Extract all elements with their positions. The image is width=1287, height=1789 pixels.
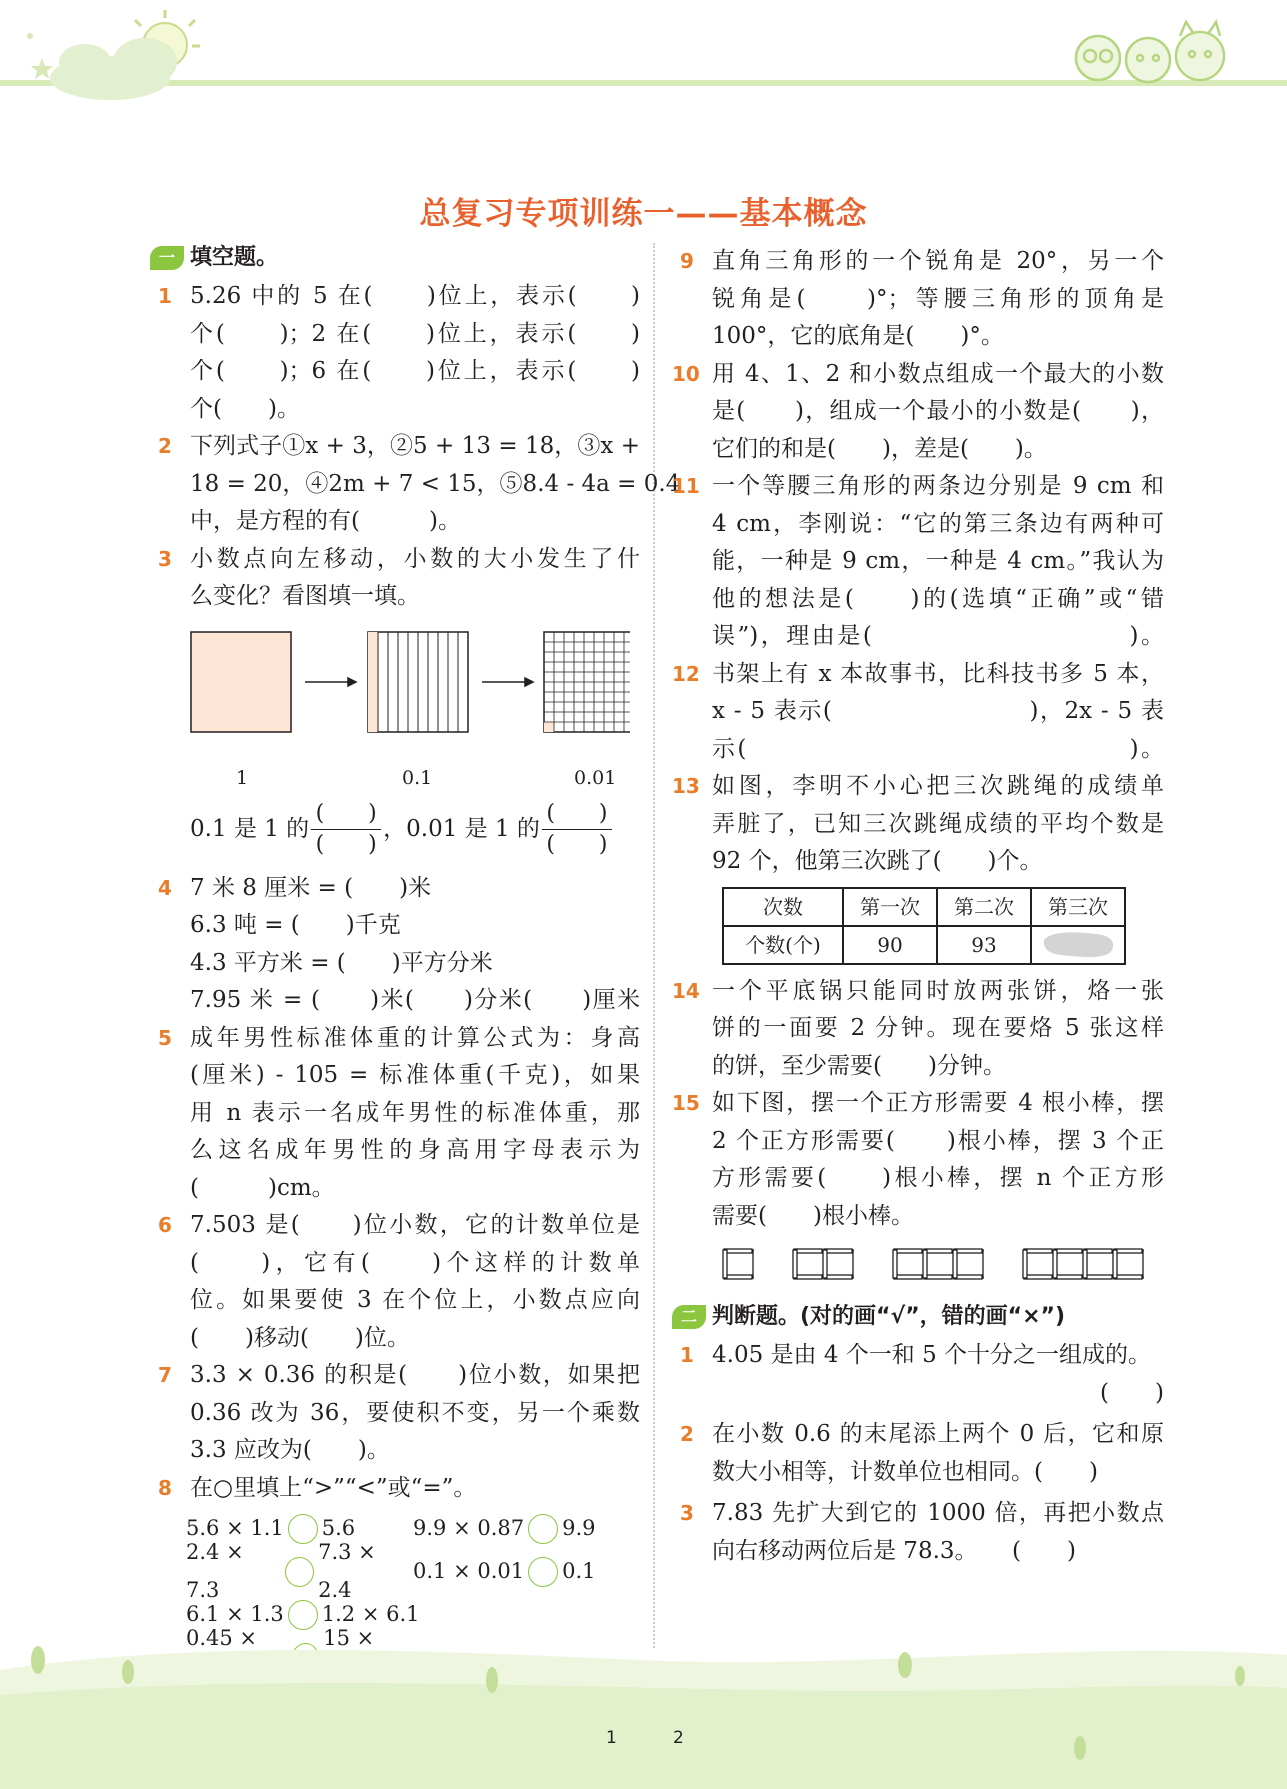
table-header: 第二次 [937,888,1031,926]
question-5 [150,1020,640,1208]
question-11 [672,468,1164,656]
compare-expr: 9.9 × 0.87 [413,1515,525,1540]
one-square [722,1248,754,1280]
question-4 [150,870,640,1020]
question-number: 12 [672,661,700,686]
question-text: 100°，它的底角是( )°。 [712,323,1004,349]
page-number-left: 1 [606,1728,617,1748]
question-text: 如图，李明不小心把三次跳绳的成绩单 [712,773,1164,799]
compare-expr: 7.3 × 2.4 [318,1540,376,1602]
three-squares [892,1248,984,1280]
question-2 [150,428,681,541]
question-number: 11 [672,474,700,498]
question-number: 4 [158,875,172,900]
question-text: 4 cm，李刚说：“它的第三条边有两种可 [712,510,1164,537]
fraction-text: 0.1 是 1 的 [190,815,310,842]
question-9 [672,243,1164,356]
question-3 [150,541,640,616]
compare-expr: 2.4 × 7.3 [186,1540,244,1602]
ink-smudge-icon [1038,928,1118,962]
question-text: 需要( )根小棒。 [712,1202,914,1229]
footer-decoration [0,1600,1287,1789]
question-number: 2 [680,1422,694,1446]
question-text: 位。如果要使 3 在个位上，小数点应向 [190,1287,640,1313]
compare-expr: 5.6 × 1.1 [186,1515,284,1540]
question-text: 7.503 是( )位小数，它的计数单位是 [190,1212,640,1238]
question-14 [672,973,1164,1086]
question-text: 0.36 改为 36，要使积不变，另一个乘数 [190,1399,640,1426]
question-number: 6 [158,1213,172,1237]
judge-question-1 [672,1337,1164,1412]
table-cell: 个数(个) [723,926,843,964]
question-text: 7.95 米 = ( )米( )分米( )厘米 [190,987,640,1013]
fraction-blank [542,799,612,860]
fraction-blank [311,799,381,860]
table-row [723,888,1125,926]
question-number: 15 [672,1091,700,1115]
animal-friends-icon [1076,22,1224,82]
page-number-right: 2 [673,1728,684,1748]
question-6 [150,1207,640,1357]
compare-expr: 0.45 × [186,1626,258,1650]
jump-rope-score-table [722,887,1126,965]
four-squares [1022,1248,1144,1280]
question-text: 示( )。 [712,735,1164,762]
table-cell: 90 [843,926,937,964]
compare-circle[interactable] [528,1557,558,1587]
fraction-denominator: ( ) [315,832,377,857]
question-number: 3 [680,1501,694,1525]
compare-expr: 0.1 [562,1558,596,1583]
question-text: 3.3 × 0.36 的积是( )位小数，如果把 [190,1362,640,1388]
question-7 [150,1357,640,1470]
question-text: 在小数 0.6 的末尾添上两个 0 后，它和原 [712,1421,1164,1447]
question-text: x - 5 表示( )，2x - 5 表 [712,698,1164,724]
section-label: 填空题。 [190,245,279,271]
hundredths-square [544,632,630,732]
question-text: 中，是方程的有( )。 [190,508,461,534]
section-2-header [672,1299,1164,1335]
question-text: 5.26 中的 5 在( )位上，表示( ) [190,283,640,309]
section-badge: 二 [672,1305,706,1329]
section-badge: 一 [150,246,184,270]
compare-circle[interactable] [285,1557,314,1587]
question-text: 一个等腰三角形的两条边分别是 9 cm 和 [712,473,1164,499]
fraction-text: ，0.01 是 1 的 [383,815,540,842]
right-column [672,243,1164,1570]
column-divider [653,243,655,1648]
question-text: 能，一种是 9 cm，一种是 4 cm。”我认为 [712,548,1164,574]
decimal-grid-figure [190,620,640,760]
fraction-line [150,794,640,866]
figure-labels [190,760,640,794]
arrow-icon [482,678,533,686]
question-number: 3 [158,546,172,571]
arrow-icon [305,678,356,686]
question-12 [672,656,1164,769]
question-text: 向右移动两位后是 78.3。 ( ) [712,1537,1076,1564]
question-10 [672,356,1164,469]
compare-row [150,1540,640,1602]
question-number: 2 [158,434,172,458]
fraction-denominator: ( ) [546,832,608,857]
question-text: 如下图，摆一个正方形需要 4 根小棒，摆 [712,1090,1164,1116]
figure-label: 1 [236,766,249,789]
question-1 [150,278,640,428]
compare-expr: 1.2 × 6.1 [321,1601,420,1626]
question-text: 2 个正方形需要( )根小棒，摆 3 个正 [712,1127,1164,1154]
question-text: ( )，它有( )个这样的计数单 [190,1249,640,1276]
question-number: 5 [158,1025,172,1050]
compare-expr: 0.1 × 0.01 [413,1558,525,1583]
question-text: 他的想法是( )的(选填“正确”或“错 [712,585,1164,612]
section-label: 判断题。(对的画“√”，错的画“×”) [712,1304,1066,1330]
question-number: 8 [158,1475,172,1500]
question-text: 6.3 吨 = ( )千克 [190,912,401,938]
question-text: 书架上有 x 本故事书，比科技书多 5 本， [712,660,1164,687]
question-text: 3.3 应改为( )。 [190,1437,390,1463]
question-text: 下列式子①x + 3，②5 + 13 = 18，③x + [190,433,640,459]
question-text: 用 n 表示一名成年男性的标准体重，那 [190,1099,640,1126]
unit-square [191,632,291,732]
question-text: 一个平底锅只能同时放两张饼，烙一张 [712,977,1164,1004]
question-text: 它们的和是( )，差是( )。 [712,435,1047,462]
cloud-icon [50,38,177,100]
tenths-square [368,632,468,732]
page-title: 总复习专项训练一——基本概念 [419,196,868,232]
table-header: 次数 [723,888,843,926]
question-number: 13 [672,774,700,798]
question-text: 饼的一面要 2 分钟。现在要烙 5 张这样 [712,1015,1164,1041]
section-1-header [150,240,640,276]
smudged-cell [1031,926,1125,964]
question-text: 4.3 平方米 = ( )平方分米 [190,949,493,976]
question-number: 1 [680,1343,694,1367]
question-text: 在○里填上“>”“<”或“=”。 [190,1474,477,1501]
question-text: (厘米) - 105 = 标准体重(千克)，如果 [190,1062,640,1088]
table-cell: 93 [937,926,1031,964]
question-text: 么变化？看图填一填。 [190,583,420,609]
question-text: 7.83 先扩大到它的 1000 倍，再把小数点 [712,1500,1164,1526]
question-text: ( )移动( )位。 [190,1324,410,1351]
star-icon [27,33,53,79]
question-text: 个( )。 [190,395,300,422]
question-15 [672,1085,1164,1235]
question-text: 4.05 是由 4 个一和 5 个十分之一组成的。 [712,1342,1152,1368]
answer-blank: ( ) [1100,1379,1164,1406]
question-text: 误”)，理由是( )。 [712,623,1164,649]
compare-expr: 9.9 [562,1515,596,1540]
question-text: 用 4、1、2 和小数点组成一个最大的小数 [712,360,1164,387]
fraction-numerator: ( ) [546,801,608,826]
matchstick-squares-figure [672,1235,1164,1293]
question-text: 方形需要( )根小棒，摆 n 个正方形 [712,1165,1164,1191]
question-text: 直角三角形的一个锐角是 20°，另一个 [712,248,1164,274]
question-text: 数大小相等，计数单位也相同。( ) [712,1458,1098,1485]
fraction-numerator: ( ) [315,801,377,826]
question-number: 9 [680,249,694,273]
question-text: 么这名成年男性的身高用字母表示为 [190,1137,640,1163]
question-text: 92 个，他第三次跳了( )个。 [712,848,1043,874]
question-text: 18 = 20，④2m + 7 < 15，⑤8.4 - 4a = 0.4 [190,470,681,497]
question-text: 锐角是( )°；等腰三角形的顶角是 [712,285,1164,312]
judge-question-2 [672,1416,1164,1491]
question-text: 弄脏了，已知三次跳绳成绩的平均个数是 [712,810,1164,837]
compare-circle[interactable] [528,1514,558,1544]
question-text: 成年男性标准体重的计算公式为：身高 [190,1024,640,1051]
question-number: 14 [672,978,700,1003]
question-text: 是( )，组成一个最小的小数是( )， [712,398,1164,424]
question-text: 7 米 8 厘米 = ( )米 [190,874,432,901]
compare-expr: 5.6 [321,1515,356,1540]
table-header: 第三次 [1031,888,1125,926]
question-text: ( )cm。 [190,1174,335,1201]
compare-expr: 6.1 × 1.3 [186,1601,284,1626]
header-decoration [0,0,1287,110]
question-text: 小数点向左移动，小数的大小发生了什 [190,545,640,572]
question-text: 的饼，至少需要( )分钟。 [712,1052,1006,1079]
two-squares [792,1248,854,1280]
figure-label: 0.1 [402,766,433,789]
question-text: 个( )；6 在( )位上，表示( ) [190,358,640,384]
question-text: 个( )；2 在( )位上，表示( ) [190,320,640,347]
table-header: 第一次 [843,888,937,926]
question-13 [672,768,1164,881]
question-number: 1 [158,284,172,308]
question-number: 7 [158,1363,172,1387]
judge-question-3 [672,1495,1164,1570]
left-column [150,240,681,1679]
question-8 [150,1470,640,1508]
table-row [723,926,1125,964]
question-number: 10 [672,361,700,386]
compare-expr: 15 × [323,1626,375,1650]
figure-label: 0.01 [574,766,617,789]
